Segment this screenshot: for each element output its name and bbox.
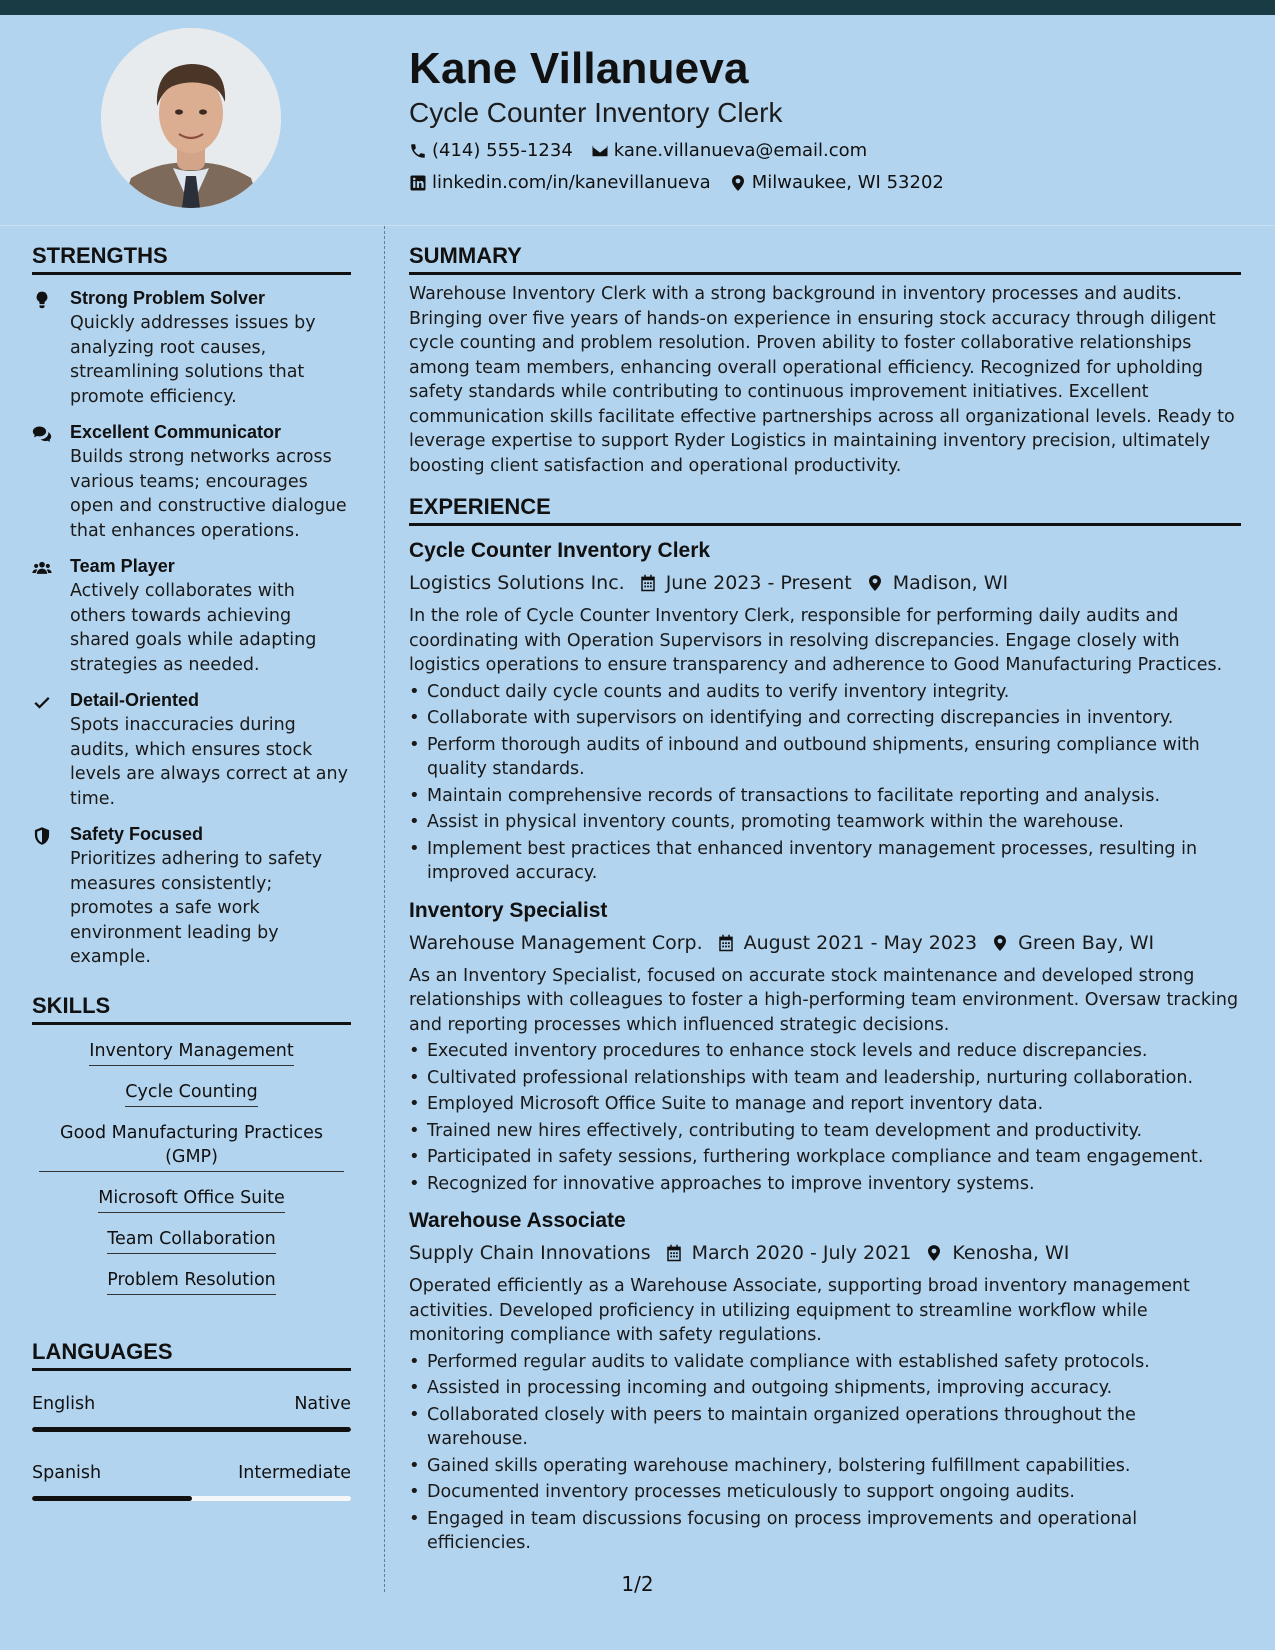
calendar-icon — [717, 934, 735, 952]
job-description: Operated efficiently as a Warehouse Associate, supporting broad inventory management activities. Developed proficiency in utilizing equipment to streamline workflow while monitoring compliance with safety regulations. — [409, 1276, 1190, 1345]
summary-heading: SUMMARY — [409, 243, 1241, 275]
job-entry — [409, 538, 1241, 886]
map-pin-icon — [991, 934, 1009, 952]
job-entry — [409, 1208, 1241, 1556]
language-item — [32, 1393, 351, 1432]
language-level: Native — [294, 1393, 351, 1414]
email-contact[interactable] — [591, 140, 867, 162]
job-bullets — [409, 1350, 1241, 1556]
bullet-item: • Documented inventory processes meticulously to support ongoing audits. — [409, 1480, 1241, 1505]
linkedin-contact[interactable] — [409, 172, 711, 194]
language-bar — [32, 1427, 351, 1432]
envelope-icon — [591, 142, 609, 160]
map-pin-icon — [925, 1244, 943, 1262]
job-title: Cycle Counter Inventory Clerk — [409, 97, 783, 128]
bullet-item: • Engaged in team discussions focusing on process improvements and operational efficiencies. — [409, 1507, 1241, 1556]
right-column — [409, 243, 1241, 1556]
strength-title: Detail-Oriented — [70, 690, 200, 710]
map-pin-icon — [729, 174, 747, 192]
job-bullets — [409, 680, 1241, 886]
strength-title: Team Player — [70, 556, 175, 576]
skill-item — [32, 1186, 351, 1213]
skill-label: Cycle Counting — [125, 1080, 257, 1107]
linkedin-text: linkedin.com/in/kanevillanueva — [432, 172, 711, 193]
strength-item — [32, 823, 351, 970]
job-meta — [409, 930, 1241, 956]
strength-item — [32, 555, 351, 677]
language-bar — [32, 1496, 351, 1501]
skill-label: Microsoft Office Suite — [98, 1186, 285, 1213]
job-location: Green Bay, WI — [1018, 931, 1155, 954]
calendar-icon — [665, 1244, 683, 1262]
strength-desc: Quickly addresses issues by analyzing root causes, streamlining solutions that promote efficiency. — [70, 313, 316, 407]
strength-item — [32, 689, 351, 811]
skill-item — [32, 1121, 351, 1172]
summary-text: Warehouse Inventory Clerk with a strong background in inventory processes and audits. Bringing over five years of hands-on experience in ensuring stock accuracy through diligent cycle counting and problem resolution. Proven ability to foster collaborative relationships among team members, enhancing overall operational efficiency. Recognized for upholding safety standards while contributing to continuous improvement initiatives. Excellent communication skills facilitate effective partnerships across all organizational levels. Ready to leverage expertise to support Ryder Logistics in maintaining inventory precision, ultimately boosting client satisfaction and operational productivity. — [409, 284, 1235, 476]
language-bar-fill — [32, 1496, 192, 1501]
job-position: Warehouse Associate — [409, 1209, 626, 1232]
job-company: Logistics Solutions Inc. — [409, 572, 625, 594]
strength-title: Safety Focused — [70, 824, 204, 844]
users-icon — [32, 558, 52, 578]
candidate-name: Kane Villanueva — [409, 44, 749, 93]
job-meta — [409, 570, 1241, 596]
job-meta — [409, 1240, 1241, 1266]
job-dates: August 2021 - May 2023 — [743, 931, 978, 954]
job-location: Kenosha, WI — [952, 1242, 1070, 1264]
bullet-item: • Recognized for innovative approaches to improve inventory systems. — [409, 1172, 1241, 1197]
bullet-item: • Assist in physical inventory counts, promoting teamwork within the warehouse. — [409, 810, 1241, 835]
lightbulb-icon — [32, 290, 52, 310]
skill-item — [32, 1268, 351, 1295]
skill-item — [32, 1080, 351, 1107]
location-contact — [729, 172, 944, 194]
contact-row-1 — [409, 140, 1229, 162]
skill-item — [32, 1039, 351, 1066]
skills-heading: SKILLS — [32, 993, 351, 1025]
experience-heading: EXPERIENCE — [409, 494, 1241, 526]
strength-title: Strong Problem Solver — [70, 288, 266, 308]
bullet-item: • Executed inventory procedures to enhance stock levels and reduce discrepancies. — [409, 1039, 1241, 1064]
bullet-item: • Gained skills operating warehouse machinery, bolstering fulfillment capabilities. — [409, 1454, 1241, 1479]
bullet-item: • Collaborated closely with peers to maintain organized operations throughout the warehouse. — [409, 1403, 1241, 1452]
strength-desc: Spots inaccuracies during audits, which ensures stock levels are always correct at any time. — [70, 715, 348, 809]
job-position: Inventory Specialist — [409, 898, 608, 922]
strength-title: Excellent Communicator — [70, 422, 282, 442]
strength-desc: Prioritizes adhering to safety measures consistently; promotes a safe work environment leading by example. — [70, 849, 323, 967]
skill-label: Team Collaboration — [107, 1227, 275, 1254]
language-name: Spanish — [32, 1462, 102, 1483]
header-divider — [0, 225, 1275, 226]
job-dates-wrap — [663, 1240, 912, 1266]
location-text: Milwaukee, WI 53202 — [751, 172, 944, 193]
bullet-item: • Collaborate with supervisors on identifying and correcting discrepancies in inventory. — [409, 706, 1241, 731]
strength-item — [32, 287, 351, 409]
job-description: As an Inventory Specialist, focused on accurate stock maintenance and developed strong relationships with colleagues to foster a high-performing team environment. Oversaw tracking and reporting processes which influenced strategic decisions. — [409, 965, 1239, 1035]
phone-icon — [409, 142, 427, 160]
calendar-icon — [639, 574, 657, 592]
languages-heading: LANGUAGES — [32, 1339, 351, 1371]
phone-text: (414) 555-1234 — [432, 140, 573, 161]
bullet-item: • Maintain comprehensive records of transactions to facilitate reporting and analysis. — [409, 784, 1241, 809]
bullet-item: • Employed Microsoft Office Suite to manage and report inventory data. — [409, 1092, 1241, 1117]
job-location-wrap — [923, 1240, 1069, 1266]
language-item — [32, 1462, 351, 1501]
skill-label: Problem Resolution — [107, 1268, 276, 1295]
bullet-item: • Conduct daily cycle counts and audits to verify inventory integrity. — [409, 680, 1241, 705]
bullet-item: • Perform thorough audits of inbound and outbound shipments, ensuring compliance with quality standards. — [409, 733, 1241, 782]
bullet-item: • Participated in safety sessions, furthering workplace compliance and team engagement. — [409, 1145, 1241, 1170]
job-bullets — [409, 1039, 1241, 1196]
strengths-heading: STRENGTHS — [32, 243, 351, 275]
language-name: English — [32, 1393, 96, 1414]
job-location: Madison, WI — [892, 572, 1009, 594]
job-location-wrap — [989, 930, 1154, 956]
page-number: 1/2 — [621, 1572, 654, 1596]
strength-desc: Actively collaborates with others towards achieving shared goals while adapting strategies as needed. — [70, 581, 317, 675]
profile-photo — [101, 28, 281, 208]
left-column — [32, 243, 351, 1501]
skills-list — [32, 1039, 351, 1295]
phone-contact[interactable] — [409, 140, 573, 162]
skill-label: Good Manufacturing Practices (GMP) — [39, 1121, 344, 1172]
bullet-item: • Cultivated professional relationships with team and leadership, nurturing collaboration. — [409, 1066, 1241, 1091]
language-level: Intermediate — [238, 1462, 351, 1483]
job-description: In the role of Cycle Counter Inventory Clerk, responsible for performing daily audits and coordinating with Operation Supervisors in resolving discrepancies. Engage closely with logistics operations to ensure transparency and adherence to Good Manufacturing Practices. — [409, 606, 1223, 675]
email-text: kane.villanueva@email.com — [613, 140, 868, 161]
bullet-item: • Implement best practices that enhanced inventory management processes, resulting in improved accuracy. — [409, 837, 1241, 886]
experience-list — [409, 538, 1241, 1556]
column-divider — [384, 226, 385, 1592]
job-position: Cycle Counter Inventory Clerk — [409, 539, 711, 562]
job-company: Warehouse Management Corp. — [409, 931, 703, 954]
job-dates-wrap — [637, 570, 852, 596]
skill-item — [32, 1227, 351, 1254]
top-bar — [0, 0, 1275, 15]
comments-icon — [32, 424, 52, 444]
contact-row-2 — [409, 172, 1229, 194]
job-dates: June 2023 - Present — [665, 572, 852, 594]
bullet-item: • Trained new hires effectively, contributing to team development and productivity. — [409, 1119, 1241, 1144]
strength-desc: Builds strong networks across various teams; encourages open and constructive dialogue that enhances operations. — [70, 447, 347, 541]
skill-label: Inventory Management — [89, 1039, 293, 1066]
job-dates: March 2020 - July 2021 — [691, 1242, 912, 1264]
linkedin-icon — [409, 174, 427, 192]
check-icon — [32, 692, 52, 712]
language-bar-fill — [32, 1427, 351, 1432]
shield-icon — [32, 826, 52, 846]
map-pin-icon — [866, 574, 884, 592]
job-dates-wrap — [715, 930, 978, 956]
bullet-item: • Performed regular audits to validate compliance with established safety protocols. — [409, 1350, 1241, 1375]
job-location-wrap — [864, 570, 1008, 596]
job-entry — [409, 898, 1241, 1197]
bullet-item: • Assisted in processing incoming and outgoing shipments, improving accuracy. — [409, 1376, 1241, 1401]
header — [409, 42, 1229, 194]
job-company: Supply Chain Innovations — [409, 1242, 651, 1264]
strength-item — [32, 421, 351, 543]
